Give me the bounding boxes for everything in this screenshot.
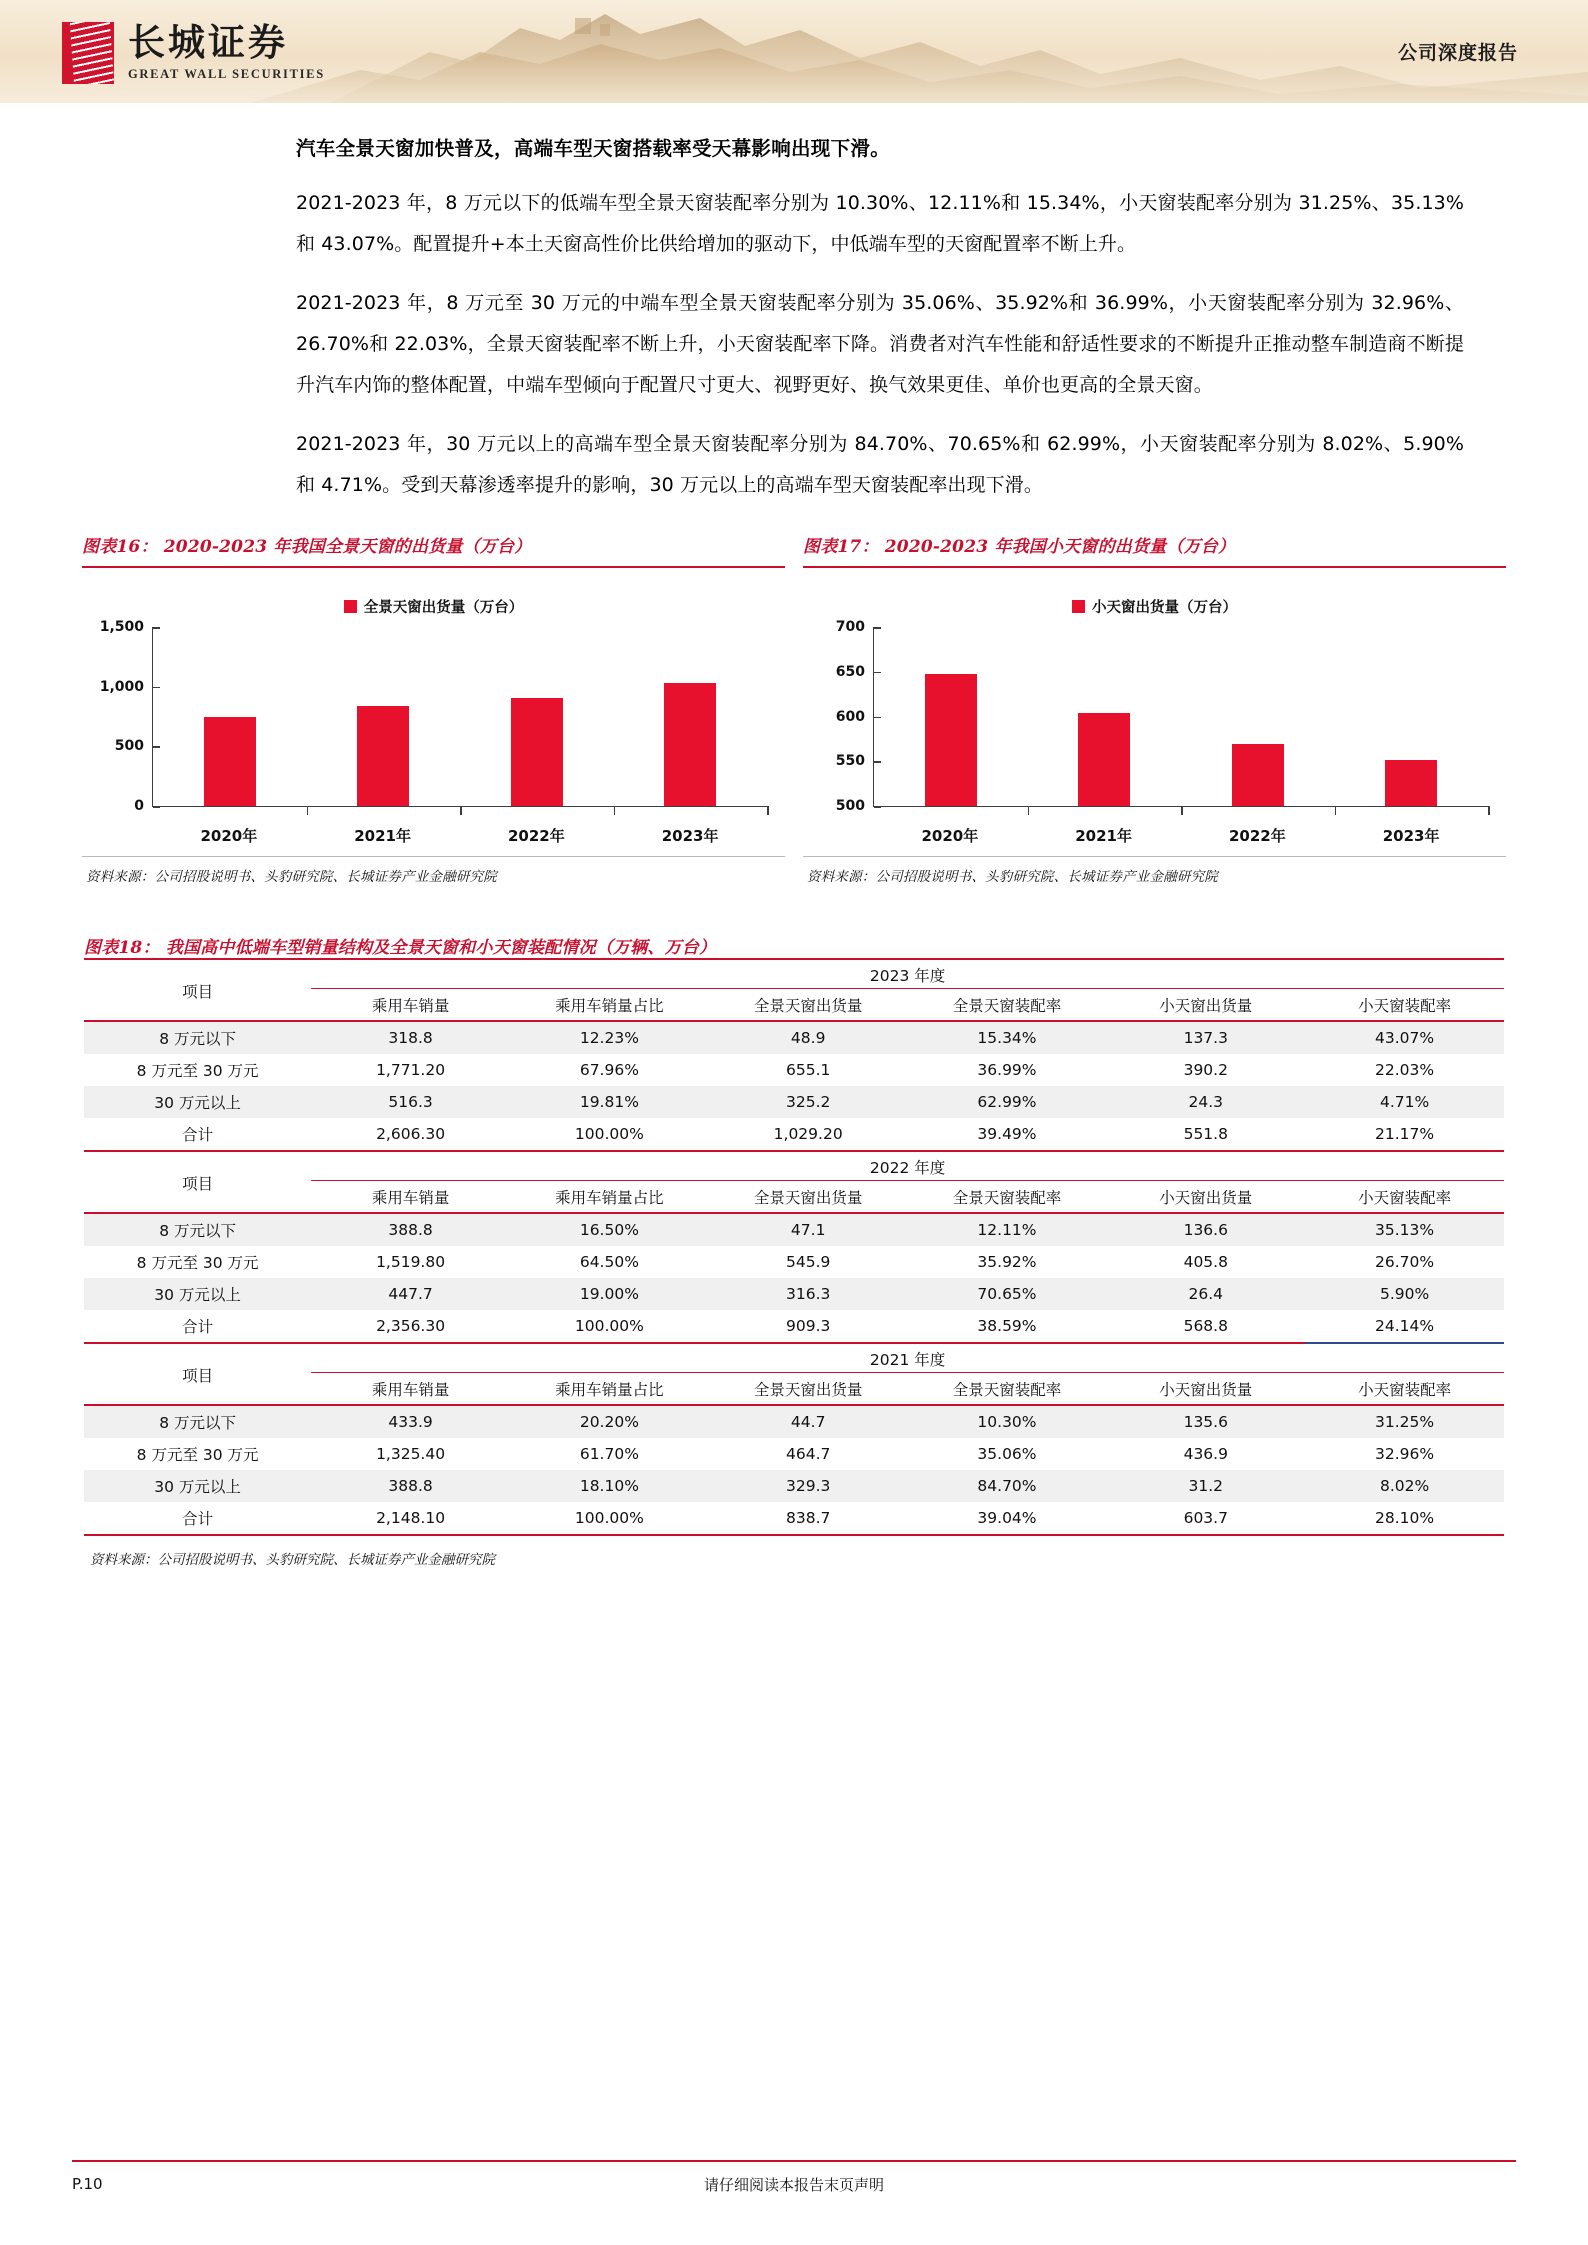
figure-16-bar-slot-2022	[460, 627, 614, 806]
cell: 568.8	[1106, 1310, 1305, 1343]
col-header-pano-rate: 全景天窗装配率	[908, 1181, 1107, 1214]
col-header-small-rate: 小天窗装配率	[1305, 1373, 1504, 1406]
figure-16-ytick-1000: 1,000	[100, 679, 153, 695]
figure-17-bar-slot-2020	[874, 627, 1028, 806]
cell: 329.3	[785, 1477, 831, 1496]
cell: 2,356.30	[311, 1310, 510, 1343]
figure-16-bars	[153, 627, 767, 806]
figure-16-title: 图表16： 2020-2023 年我国全景天窗的出货量（万台）	[82, 537, 532, 557]
figure-16-bar-2022	[511, 698, 563, 806]
great-wall-logo-mark	[62, 22, 114, 84]
figure-16-ytick-0: 0	[134, 798, 153, 814]
cell: 39.49%	[908, 1118, 1107, 1151]
figure-17-xlabel-2023: 2023年	[1382, 827, 1440, 845]
paragraph-mid-end: 2021-2023 年，8 万元至 30 万元的中端车型全景天窗装配率分别为 35.06%、35.92%和 36.99%，小天窗装配率分别为 32.96%、26.70%和 22.03%，全景天窗装配率不断上升，小天窗装配率下降。消费者对汽车性能和舒适性要求的不断提升正推动整车制造商不断提升汽车内饰的整体配置，中端车型倾向于配置尺寸更大、视野更好、换气效果更佳、单价也更高的全景天窗。	[296, 292, 1464, 396]
figure-17-ytick-600: 600	[836, 709, 874, 725]
col-header-pano-shipments: 全景天窗出货量	[709, 989, 908, 1022]
report-type-label: 公司深度报告	[1397, 42, 1518, 64]
row-label: 8 万元至 30 万元	[136, 1062, 259, 1081]
page-content	[0, 103, 1588, 1568]
figure-16-legend-label: 全景天窗出货量（万台）	[363, 600, 524, 616]
cell: 26.70%	[1375, 1253, 1435, 1272]
cell: 28.10%	[1305, 1502, 1504, 1535]
paragraph-low-end: 2021-2023 年，8 万元以下的低端车型全景天窗装配率分别为 10.30%、12.11%和 15.34%，小天窗装配率分别为 31.25%、35.13%和 43.07%。配置提升+本土天窗高性价比供给增加的驱动下，中低端车型的天窗配置率不断上升。	[296, 192, 1464, 255]
cell: 318.8	[388, 1029, 433, 1048]
col-header-pano-rate: 全景天窗装配率	[908, 989, 1107, 1022]
cell: 20.20%	[579, 1413, 639, 1432]
row-label: 30 万元以上	[154, 1478, 241, 1497]
table-year-header-row	[84, 1343, 1504, 1373]
cell: 31.25%	[1375, 1413, 1435, 1432]
col-header-sales: 乘用车销量	[311, 1373, 510, 1406]
cell: 70.65%	[977, 1285, 1037, 1304]
figure-17-bar-2023	[1385, 760, 1437, 806]
cell: 100.00%	[510, 1502, 709, 1535]
col-header-sales: 乘用车销量	[311, 989, 510, 1022]
figure-17-bar-slot-2023	[1335, 627, 1489, 806]
figure-17-chart	[803, 568, 1506, 850]
figure-17-legend	[803, 574, 1506, 623]
row-label: 30 万元以上	[154, 1094, 241, 1113]
logo-english-name: GREAT WALL SECURITIES	[128, 66, 325, 81]
cell: 44.7	[790, 1413, 826, 1432]
figure-18-table	[84, 958, 1504, 1536]
year-label-2023: 2023 年度	[311, 959, 1504, 989]
figure-16-xlabel-2023: 2023年	[661, 827, 719, 845]
cell: 4.71%	[1379, 1093, 1430, 1112]
company-logo	[62, 22, 325, 84]
cell: 32.96%	[1375, 1445, 1435, 1464]
cell: 551.8	[1106, 1118, 1305, 1151]
cell: 2,606.30	[311, 1118, 510, 1151]
cell: 48.9	[790, 1029, 826, 1048]
cell: 137.3	[1183, 1029, 1228, 1048]
cell: 5.90%	[1379, 1285, 1430, 1304]
figure-16-bar-slot-2021	[307, 627, 461, 806]
cell: 26.4	[1188, 1285, 1224, 1304]
cell: 100.00%	[510, 1310, 709, 1343]
row-label-header: 项目	[84, 1151, 311, 1213]
cell: 64.50%	[579, 1253, 639, 1272]
cell: 838.7	[709, 1502, 908, 1535]
figure-17-xlabel-2021: 2021年	[1075, 827, 1132, 845]
row-label: 8 万元以下	[159, 1030, 236, 1049]
article-body	[296, 103, 1464, 506]
cell: 2,148.10	[311, 1502, 510, 1535]
cell: 10.30%	[977, 1413, 1037, 1432]
col-header-small-shipments: 小天窗出货量	[1106, 1373, 1305, 1406]
col-header-small-rate: 小天窗装配率	[1305, 1181, 1504, 1214]
figure-17-bar-2021	[1078, 713, 1130, 806]
cell: 100.00%	[510, 1118, 709, 1151]
col-header-pano-shipments: 全景天窗出货量	[709, 1373, 908, 1406]
figure-16-legend	[82, 574, 785, 623]
cell: 1,771.20	[376, 1061, 446, 1080]
figure-16-chart	[82, 568, 785, 850]
cell: 67.96%	[579, 1061, 639, 1080]
row-label: 合计	[84, 1502, 311, 1535]
figure-16-plot-area	[99, 619, 767, 814]
cell: 12.23%	[579, 1029, 639, 1048]
figure-17-xlabel-2020: 2020年	[921, 827, 979, 845]
cell: 433.9	[388, 1413, 433, 1432]
col-header-pano-rate: 全景天窗装配率	[908, 1373, 1107, 1406]
figure-16-bar-2021	[357, 706, 409, 806]
cell: 84.70%	[977, 1477, 1037, 1496]
cell: 464.7	[785, 1445, 831, 1464]
table-year-header-row	[84, 1151, 1504, 1181]
table-row	[84, 1246, 1504, 1278]
col-header-sales-share: 乘用车销量占比	[510, 1181, 709, 1214]
col-header-small-shipments: 小天窗出货量	[1106, 989, 1305, 1022]
legend-swatch-icon	[344, 600, 357, 613]
table-year-header-row	[84, 959, 1504, 989]
year-label-2021: 2021 年度	[311, 1343, 1504, 1373]
table-row	[84, 1086, 1504, 1118]
figure-16-xlabel-2020: 2020年	[200, 827, 258, 845]
figure-16-source: 资料来源：公司招股说明书、头豹研究院、长城证券产业金融研究院	[86, 869, 497, 886]
row-label: 合计	[84, 1310, 311, 1343]
cell: 62.99%	[977, 1093, 1037, 1112]
cell: 22.03%	[1375, 1061, 1435, 1080]
page-number: P.10	[72, 2175, 103, 2193]
cell: 1,519.80	[376, 1253, 446, 1272]
figure-17-panel	[803, 532, 1506, 885]
figure-17-bar-slot-2021	[1028, 627, 1182, 806]
figure-17-xtick-sep-4	[1488, 806, 1490, 815]
figure-16-bar-2023	[664, 683, 716, 806]
col-header-small-shipments: 小天窗出货量	[1106, 1181, 1305, 1214]
figure-16-bar-slot-2023	[614, 627, 768, 806]
figure-16-bar-slot-2020	[153, 627, 307, 806]
cell: 39.04%	[908, 1502, 1107, 1535]
cell: 447.7	[388, 1285, 433, 1304]
figure-17-xtick-sep-3	[1335, 806, 1337, 815]
footer-disclaimer: 请仔细阅读本报告末页声明	[703, 2175, 884, 2194]
cell: 909.3	[709, 1310, 908, 1343]
figure-17-bars	[874, 627, 1488, 806]
figure-17-xlabel-2022: 2022年	[1229, 827, 1286, 845]
cell: 12.11%	[977, 1221, 1037, 1240]
table-row	[84, 1438, 1504, 1470]
figure-17-legend-label: 小天窗出货量（万台）	[1092, 600, 1237, 616]
figure-18-section	[72, 885, 1516, 1568]
row-label-header: 项目	[84, 959, 311, 1021]
figure-16-panel	[82, 532, 785, 885]
table-row	[84, 1054, 1504, 1086]
cell: 18.10%	[579, 1477, 639, 1496]
table-row	[84, 1405, 1504, 1438]
cell: 19.81%	[579, 1093, 639, 1112]
col-header-sales-share: 乘用车销量占比	[510, 989, 709, 1022]
row-label: 8 万元至 30 万元	[136, 1254, 259, 1273]
cell: 390.2	[1183, 1061, 1228, 1080]
figure-17-bar-2022	[1232, 744, 1284, 806]
figure-17-xtick-sep-1	[1028, 806, 1030, 815]
figure-16-ytick-500: 500	[115, 738, 153, 754]
figure-17-ytick-650: 650	[836, 664, 874, 680]
cell: 47.1	[790, 1221, 826, 1240]
figure-17-ytick-700: 700	[836, 619, 874, 635]
cell: 35.92%	[977, 1253, 1037, 1272]
table-total-row	[84, 1118, 1504, 1151]
cell: 8.02%	[1379, 1477, 1430, 1496]
col-header-sales-share: 乘用车销量占比	[510, 1373, 709, 1406]
figure-17-plot-area	[835, 619, 1488, 814]
cell: 388.8	[388, 1221, 433, 1240]
cell: 316.3	[785, 1285, 831, 1304]
figure-17-ytick-550: 550	[836, 753, 874, 769]
cell: 135.6	[1183, 1413, 1228, 1432]
cell: 36.99%	[977, 1061, 1037, 1080]
cell: 1,325.40	[376, 1445, 446, 1464]
cell: 21.17%	[1305, 1118, 1504, 1151]
table-row	[84, 1278, 1504, 1310]
table-total-row	[84, 1310, 1504, 1343]
figure-17-source: 资料来源：公司招股说明书、头豹研究院、长城证券产业金融研究院	[807, 869, 1218, 886]
charts-row	[72, 532, 1516, 885]
cell: 38.59%	[908, 1310, 1107, 1343]
cell: 388.8	[388, 1477, 433, 1496]
figure-16-xlabel-2022: 2022年	[508, 827, 565, 845]
cell: 603.7	[1106, 1502, 1305, 1535]
cell: 35.06%	[977, 1445, 1037, 1464]
table-row	[84, 1213, 1504, 1246]
page-header-banner	[0, 0, 1588, 103]
cell: 16.50%	[579, 1221, 639, 1240]
cell: 516.3	[388, 1093, 433, 1112]
cell: 436.9	[1183, 1445, 1228, 1464]
logo-chinese-name: 长城证券	[128, 21, 288, 64]
cell: 405.8	[1183, 1253, 1228, 1272]
cell: 19.00%	[579, 1285, 639, 1304]
cell: 325.2	[785, 1093, 831, 1112]
cell: 35.13%	[1375, 1221, 1435, 1240]
figure-16-ytick-1500: 1,500	[100, 619, 153, 635]
row-label: 30 万元以上	[154, 1286, 241, 1305]
table-row	[84, 1021, 1504, 1054]
legend-swatch-icon	[1072, 600, 1085, 613]
figure-17-title: 图表17： 2020-2023 年我国小天窗的出货量（万台）	[803, 537, 1236, 557]
cell: 61.70%	[579, 1445, 639, 1464]
figure-18-title: 图表18： 我国高中低端车型销量结构及全景天窗和小天窗装配情况（万辆、万台）	[84, 938, 717, 959]
row-label: 8 万元以下	[159, 1414, 236, 1433]
figure-16-xtick-sep-4	[767, 806, 769, 815]
row-label-header: 项目	[84, 1343, 311, 1405]
section-lead-heading: 汽车全景天窗加快普及，高端车型天窗搭载率受天幕影响出现下滑。	[296, 137, 891, 160]
cell: 545.9	[785, 1253, 831, 1272]
figure-16-xlabel-2021: 2021年	[354, 827, 411, 845]
row-label: 合计	[84, 1118, 311, 1151]
figure-17-ytick-500: 500	[836, 798, 874, 814]
figure-16-xtick-sep-2	[460, 806, 462, 815]
figure-16-bar-2020	[204, 717, 256, 806]
cell: 15.34%	[977, 1029, 1037, 1048]
cell: 31.2	[1188, 1477, 1224, 1496]
figure-16-xtick-sep-1	[307, 806, 309, 815]
cell: 136.6	[1183, 1221, 1228, 1240]
figure-18-source: 资料来源：公司招股说明书、头豹研究院、长城证券产业金融研究院	[90, 1552, 495, 1569]
table-total-row	[84, 1502, 1504, 1535]
figure-17-xtick-sep-2	[1181, 806, 1183, 815]
row-label: 8 万元以下	[159, 1222, 236, 1241]
figure-17-bar-slot-2022	[1181, 627, 1335, 806]
col-header-small-rate: 小天窗装配率	[1305, 989, 1504, 1022]
cell: 24.3	[1188, 1093, 1224, 1112]
figure-17-bar-2020	[925, 674, 977, 806]
cell: 43.07%	[1375, 1029, 1435, 1048]
cell: 24.14%	[1305, 1310, 1504, 1343]
table-row	[84, 1470, 1504, 1502]
cell: 1,029.20	[709, 1118, 908, 1151]
figure-16-xtick-sep-3	[614, 806, 616, 815]
year-label-2022: 2022 年度	[311, 1151, 1504, 1181]
page-footer	[72, 2160, 1516, 2193]
cell: 655.1	[785, 1061, 831, 1080]
paragraph-high-end: 2021-2023 年，30 万元以上的高端车型全景天窗装配率分别为 84.70%、70.65%和 62.99%，小天窗装配率分别为 8.02%、5.90%和 4.71%。受到天幕渗透率提升的影响，30 万元以上的高端车型天窗装配率出现下滑。	[296, 433, 1464, 496]
col-header-sales: 乘用车销量	[311, 1181, 510, 1214]
row-label: 8 万元至 30 万元	[136, 1446, 259, 1465]
col-header-pano-shipments: 全景天窗出货量	[709, 1181, 908, 1214]
